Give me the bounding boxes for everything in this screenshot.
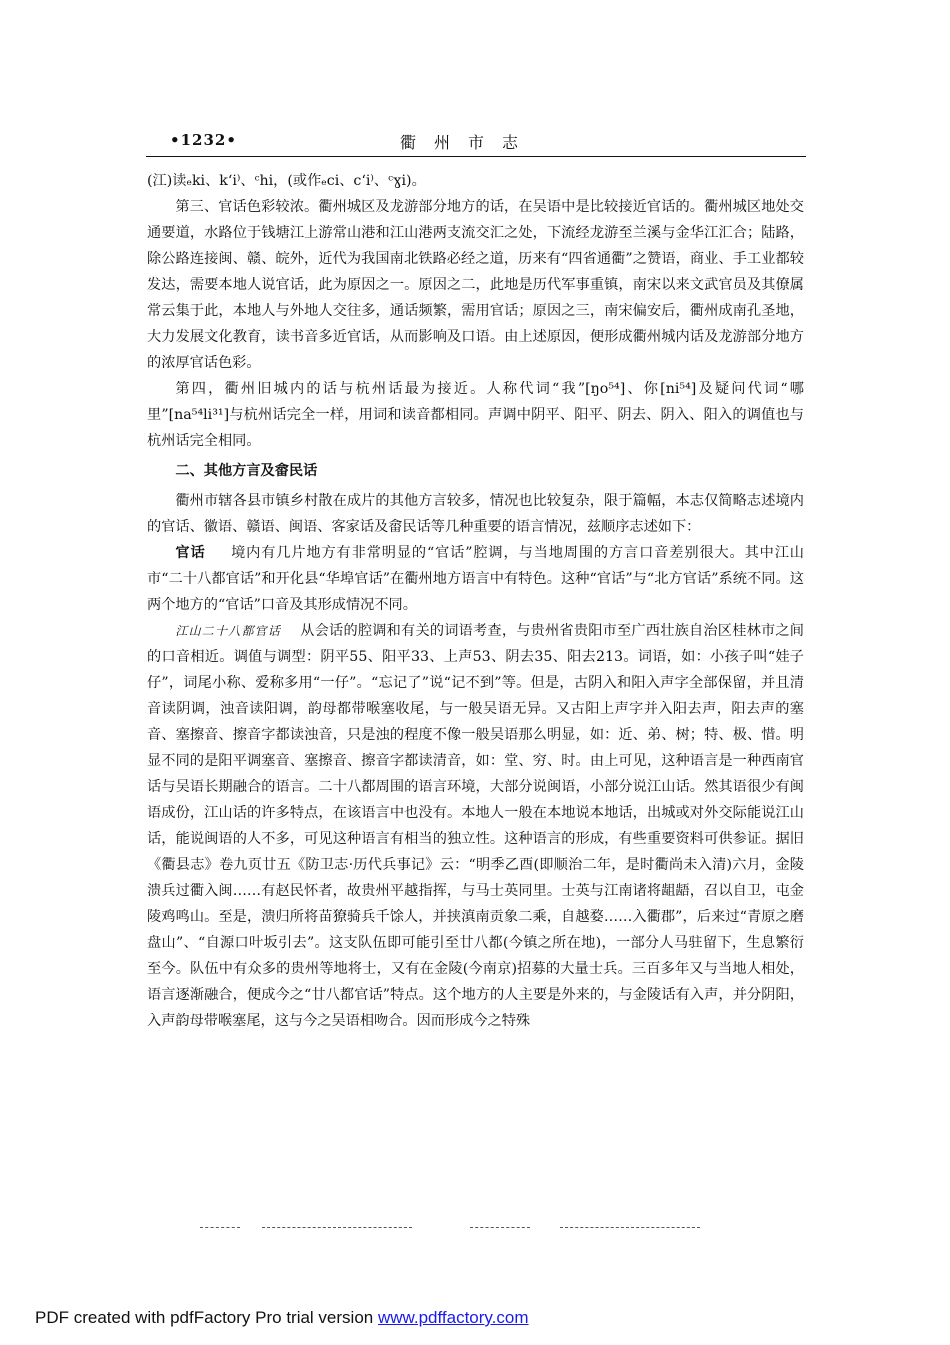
running-title: 衢州市志	[400, 133, 537, 152]
paragraph-third-point: 第三、官话色彩较浓。衢州城区及龙游部分地方的话，在吴语中是比较接近官话的。衢州城区地处交通要道，水路位于钱塘江上游常山港和江山港两支流交汇之处，下流经龙游至兰溪与金华江汇合；陆路，除公路连接闽、赣、皖外，近代为我国南北铁路必经之道，历来有“四省通衢”之赞语，商业、手工业都较发达，需要本地人说官话，此为原因之一。原因之二，此地是历代军事重镇，南宋以来文武官员及其僚属常云集于此，本地人与外地人交往多，通话频繁，需用官话；原因之三，南宋偏安后，衢州成南孔圣地，大力发展文化教育，读书音多近官话，从而影响及口语。由上述原因，便形成衢州城内话及龙游部分地方的浓厚官话色彩。	[147, 199, 804, 371]
footer-text: PDF created with pdfFactory Pro trial version	[35, 1308, 378, 1327]
header-rule	[146, 156, 806, 157]
pdf-footer	[35, 1308, 529, 1328]
term-ershibadu: 江山二十八都官话	[175, 624, 282, 638]
scan-rule	[560, 1227, 700, 1228]
paragraph-guanhua-text: 境内有几片地方有非常明显的“官话”腔调，与当地周围的方言口音差别很大。其中江山市“二十八都官话”和开化县“华埠官话”在衢州地方语言中有特色。这种“官话”与“北方官话”系统不同。这两个地方的“官话”口音及其形成情况不同。	[147, 545, 804, 613]
footer-link[interactable]: www.pdffactory.com	[377, 1308, 529, 1327]
page-number: •1232•	[170, 131, 237, 149]
paragraph-ershibadu	[147, 618, 804, 1034]
term-guanhua: 官话	[175, 545, 206, 561]
paragraph-guanhua	[147, 540, 804, 618]
paragraph-ershibadu-text: 从会话的腔调和有关的词语考查，与贵州省贵阳市至广西壮族自治区桂林市之间的口音相近。调值与调型：阴平55、阳平33、上声53、阴去35、阳去213。词语，如：小孩子叫“娃子仔”，词尾小称、爱称多用“一仔”。“忘记了”说“记不到”等。但是，古阴入和阳入声字全部保留，并且清音读阴调，浊音读阳调，韵母都带喉塞收尾，与一般吴语无异。又古阳上声字并入阳去声，阳去声的塞音、塞擦音、擦音字都读浊音，只是浊的程度不像一般吴语那么明显，如：近、弟、树；特、极、惜。明显不同的是阳平调塞音、塞擦音、擦音字都读清音，如：堂、穷、时。由上可见，这种语言是一种西南官话与吴语长期融合的语言。二十八都周围的语言环境，大部分说闽语，小部分说江山话。然其语很少有闽语成份，江山话的许多特点，在该语言中也没有。本地人一般在本地说本地话，出城或对外交际能说江山话，能说闽语的人不多，可见这种语言有相当的独立性。这种语言的形成，有些重要资料可供参证。据旧《衢县志》卷九页廿五《防卫志·历代兵事记》云：“明季乙酉(即顺治二年，是时衢尚未入清)六月，金陵溃兵过衢入闽……有赵民怀者，故贵州平越指挥，与马士英同里。士英与江南诸将龃龉，召以自卫，屯金陵鸡鸣山。至是，溃归所将苗獠骑兵千馀人，并挟滇南贡象二乘，自越婺……入衢郡”，后来过“青原之磨盘山”、“自源口叶坂引去”。这支队伍即可能引至廿八都(今镇之所在地)，一部分人马驻留下，生息繁衍至今。队伍中有众多的贵州等地将士，又有在金陵(今南京)招募的大量士兵。三百多年又与当地人相处，语言逐渐融合，便成今之“廿八都官话”特点。这个地方的人主要是外来的，与金陵话有入声，并分阴阳，入声韵母带喉塞尾，这与今之吴语相吻合。因而形成今之特殊	[147, 623, 804, 1029]
body-text	[147, 168, 804, 1034]
scan-rule	[200, 1227, 240, 1228]
scan-rule	[470, 1227, 530, 1228]
scan-rule	[262, 1227, 412, 1228]
paragraph-continuation: (江)读ₑki、kʻi⁾、ᶜhi，(或作ₑci、cʻi⁾、ᶜɣi)。	[147, 173, 426, 189]
paragraph-fourth-point: 第四，衢州旧城内的话与杭州话最为接近。人称代词“我”[ŋo⁵⁴]、你[ni⁵⁴]及疑问代词“哪里”[na⁵⁴li³¹]与杭州话完全一样，用词和读音都相同。声调中阴平、阳平、阴去、阴入、阳入的调值也与杭州话完全相同。	[147, 381, 804, 449]
paragraph-other-dialects: 衢州市辖各县市镇乡村散在成片的其他方言较多，情况也比较复杂，限于篇幅，本志仅简略志述境内的官话、徽语、赣语、闽语、客家话及畲民话等几种重要的语言情况，兹顺序志述如下：	[147, 493, 804, 535]
section-heading: 二、其他方言及畲民话	[175, 463, 318, 479]
